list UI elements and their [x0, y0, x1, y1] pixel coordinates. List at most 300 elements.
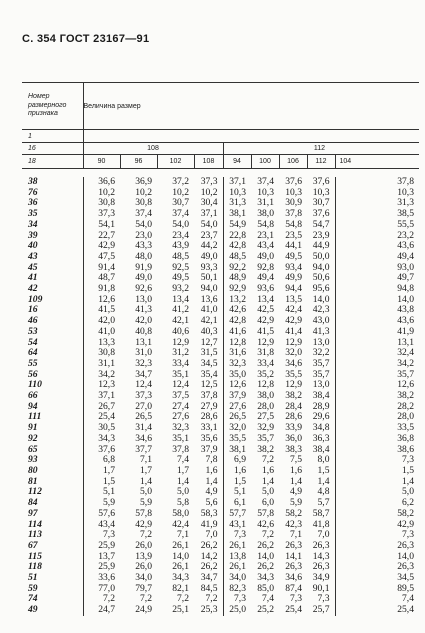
- table-cell: 38,2: [257, 443, 274, 455]
- table-cell: 1,5: [317, 464, 330, 476]
- table-cell: 34,6: [285, 357, 302, 369]
- table-row: [22, 584, 419, 595]
- row-label: 111: [22, 412, 83, 423]
- row-label: 112: [22, 487, 83, 498]
- table-cell: 32,4: [335, 348, 419, 359]
- table-cell: 95,6: [312, 283, 330, 295]
- table-cell: 32,3: [223, 359, 251, 370]
- column-header: 96: [120, 155, 157, 169]
- table-cell: 1,4: [177, 475, 189, 487]
- table-cell: 58,7: [312, 507, 330, 519]
- row-label: 97: [22, 509, 83, 520]
- table-cell: 7,4: [177, 454, 189, 466]
- table-cell: 26,3: [285, 539, 302, 551]
- table-cell: 5,9: [140, 497, 152, 509]
- table-cell: 57,8: [257, 507, 274, 519]
- table-cell: 26,1: [172, 539, 189, 551]
- table-cell: 35,7: [312, 368, 330, 380]
- table-cell: 31,1: [257, 197, 274, 209]
- table-cell: 38,6: [335, 445, 419, 456]
- table-cell: 54,8: [285, 218, 302, 230]
- table-cell: 40,6: [172, 325, 189, 337]
- table-cell: 85,0: [257, 582, 274, 594]
- table-cell: 37,6: [98, 443, 115, 455]
- table-cell: 31,5: [200, 347, 218, 359]
- table-cell: 1,4: [140, 475, 152, 487]
- table-cell: 94,8: [335, 284, 419, 295]
- table-cell: 37,6: [312, 208, 330, 220]
- table-cell: 38,1: [223, 445, 251, 456]
- table-cell: 23,9: [312, 229, 330, 241]
- table-cell: 82,1: [172, 582, 189, 594]
- table-cell: 34,8: [312, 422, 330, 434]
- table-cell: 5,8: [177, 497, 189, 509]
- row-label: 53: [22, 327, 83, 338]
- table-row: [22, 520, 419, 531]
- table-cell: 87,4: [285, 582, 302, 594]
- table-cell: 54,0: [172, 218, 189, 230]
- table-cell: 23,4: [172, 229, 189, 241]
- row-label: 45: [22, 263, 83, 274]
- table-row: [22, 348, 419, 359]
- table-cell: 13,6: [200, 293, 218, 305]
- table-cell: 1,4: [205, 475, 218, 487]
- table-cell: 5,6: [205, 497, 218, 509]
- table-cell: 37,8: [285, 208, 302, 220]
- table-cell: 50,0: [312, 250, 330, 262]
- table-cell: 50,1: [200, 272, 218, 284]
- table-cell: 36,6: [98, 176, 115, 187]
- table-cell: 82,3: [223, 584, 251, 595]
- table-cell: 35,7: [312, 357, 330, 369]
- row-label: 59: [22, 584, 83, 595]
- table-cell: 55,5: [335, 220, 419, 231]
- table-cell: 92,2: [223, 263, 251, 274]
- table-cell: 43,9: [172, 240, 189, 252]
- row-label: 55: [22, 359, 83, 370]
- table-cell: 28,0: [257, 400, 274, 412]
- table-cell: 49,9: [285, 272, 302, 284]
- table-cell: 12,6: [98, 293, 115, 305]
- table-cell: 34,9: [312, 572, 330, 584]
- table-cell: 48,0: [135, 250, 152, 262]
- table-cell: 6,1: [223, 498, 251, 509]
- table-cell: 25,4: [98, 411, 115, 423]
- table-cell: 33,9: [285, 422, 302, 434]
- table-cell: 14,3: [312, 550, 330, 562]
- table-cell: 13,0: [312, 379, 330, 391]
- table-cell: 27,9: [200, 400, 218, 412]
- table-cell: 1,6: [205, 464, 218, 476]
- table-cell: 7,1: [177, 529, 189, 541]
- table-cell: 5,1: [103, 486, 115, 498]
- table-cell: 93,2: [172, 283, 189, 295]
- table-cell: 92,6: [135, 283, 152, 295]
- column-header: 94: [223, 155, 251, 169]
- table-cell: 30,8: [98, 197, 115, 209]
- table-cell: 34,5: [335, 573, 419, 584]
- table-cell: 7,3: [335, 455, 419, 466]
- table-cell: 28,6: [200, 411, 218, 423]
- table-cell: 13,2: [223, 295, 251, 306]
- row-label: 43: [22, 252, 83, 263]
- table-cell: 33,1: [200, 422, 218, 434]
- row-label: 16: [22, 305, 83, 316]
- table-cell: 26,1: [223, 541, 251, 552]
- table-cell: 26,5: [223, 412, 251, 423]
- table-cell: 37,4: [135, 208, 152, 220]
- row-label: 41: [22, 273, 83, 284]
- table-cell: 43,4: [257, 240, 274, 252]
- row-label: 56: [22, 370, 83, 381]
- table-row: [22, 573, 419, 584]
- table-cell: 4,9: [205, 486, 218, 498]
- table-cell: 44,9: [312, 240, 330, 252]
- table-cell: 7,8: [205, 454, 218, 466]
- table-cell: 44,1: [285, 240, 302, 252]
- table-cell: 35,1: [172, 432, 189, 444]
- row-label: 76: [22, 188, 83, 199]
- table-cell: 35,6: [200, 432, 218, 444]
- table-cell: 7,3: [335, 530, 419, 541]
- table-cell: 37,1: [200, 208, 218, 220]
- table-cell: 14,2: [200, 550, 218, 562]
- table-cell: 26,3: [312, 561, 330, 573]
- table-cell: 49,0: [135, 272, 152, 284]
- table-cell: 13,4: [257, 293, 274, 305]
- table-cell: 28,4: [285, 400, 302, 412]
- table-cell: 43,4: [98, 518, 115, 530]
- table-cell: 37,4: [172, 208, 189, 220]
- table-cell: 92,8: [257, 261, 274, 273]
- table-row: [22, 552, 419, 563]
- table-cell: 12,9: [257, 336, 274, 348]
- row-label: 39: [22, 231, 83, 242]
- row-label-1: 1: [22, 130, 83, 143]
- table-cell: 12,8: [223, 338, 251, 349]
- column-header: 90: [83, 155, 120, 169]
- table-cell: 37,6: [285, 176, 302, 187]
- table-row: [22, 188, 419, 199]
- row-label: 66: [22, 391, 83, 402]
- table-cell: 5,9: [103, 497, 115, 509]
- table-cell: 38,5: [335, 209, 419, 220]
- row-label: 94: [22, 402, 83, 413]
- table-cell: 6,8: [103, 454, 115, 466]
- table-cell: 14,0: [335, 552, 419, 563]
- table-cell: 36,0: [285, 432, 302, 444]
- group-header-112: 112: [223, 143, 335, 155]
- table-cell: 34,3: [172, 572, 189, 584]
- table-cell: 25,9: [98, 561, 115, 573]
- table-cell: 48,7: [98, 272, 115, 284]
- table-row: [22, 177, 419, 188]
- table-cell: 41,3: [312, 325, 330, 337]
- table-cell: 36,8: [335, 434, 419, 445]
- table-cell: 26,1: [172, 561, 189, 573]
- table-cell: 12,9: [285, 379, 302, 391]
- table-cell: 27,4: [172, 400, 189, 412]
- table-cell: 41,4: [285, 325, 302, 337]
- table-row: [22, 594, 419, 605]
- table-row: [22, 252, 419, 263]
- row-label: 109: [22, 295, 83, 306]
- table-cell: 33,4: [257, 357, 274, 369]
- table-cell: 91,9: [135, 261, 152, 273]
- table-cell: 58,3: [200, 507, 218, 519]
- row-label: 42: [22, 284, 83, 295]
- table-cell: 41,0: [200, 304, 218, 316]
- table-cell: 10,2: [200, 186, 218, 198]
- table-cell: 6,9: [223, 455, 251, 466]
- table-row: [22, 498, 419, 509]
- table-cell: 41,3: [135, 304, 152, 316]
- row-label: 65: [22, 445, 83, 456]
- row-label: 34: [22, 220, 83, 231]
- row-label: 92: [22, 434, 83, 445]
- row-label: 118: [22, 562, 83, 573]
- table-cell: 12,7: [200, 336, 218, 348]
- table-row: [22, 466, 419, 477]
- table-cell: 7,2: [140, 529, 152, 541]
- table-cell: 30,9: [285, 197, 302, 209]
- table-cell: 12,5: [200, 379, 218, 391]
- table-cell: 7,2: [262, 454, 274, 466]
- table-cell: 37,2: [172, 176, 189, 187]
- table-row: [22, 434, 419, 445]
- table-cell: 35,7: [335, 370, 419, 381]
- table-cell: 49,4: [257, 272, 274, 284]
- table-cell: 49,0: [257, 250, 274, 262]
- table-cell: 34,6: [135, 432, 152, 444]
- table-cell: 7,2: [205, 593, 218, 605]
- table-cell: 54,9: [223, 220, 251, 231]
- table-cell: 13,1: [335, 338, 419, 349]
- table-cell: 13,5: [285, 293, 302, 305]
- table-cell: 89,5: [335, 584, 419, 595]
- table-cell: 1,4: [317, 475, 330, 487]
- table-row: [22, 305, 419, 316]
- table-cell: 92,5: [172, 261, 189, 273]
- table-cell: 4,8: [317, 486, 330, 498]
- table-cell: 1,5: [103, 475, 115, 487]
- table-cell: 30,7: [172, 197, 189, 209]
- table-cell: 6,0: [262, 497, 274, 509]
- table-cell: 84,5: [200, 582, 218, 594]
- table-cell: 42,0: [135, 315, 152, 327]
- table-cell: 1,4: [335, 477, 419, 488]
- table-cell: 34,0: [135, 572, 152, 584]
- table-cell: 28,2: [335, 402, 419, 413]
- row-label: 36: [22, 198, 83, 209]
- table-cell: 33,5: [335, 423, 419, 434]
- table-cell: 31,6: [223, 348, 251, 359]
- table-cell: 7,3: [290, 593, 302, 605]
- table-cell: 37,1: [98, 390, 115, 402]
- table-cell: 22,8: [223, 231, 251, 242]
- table-cell: 7,5: [290, 454, 302, 466]
- table-cell: 42,8: [223, 316, 251, 327]
- table-cell: 13,1: [135, 336, 152, 348]
- table-cell: 54,8: [257, 218, 274, 230]
- table-cell: 41,5: [98, 304, 115, 316]
- table-cell: 43,6: [335, 316, 419, 327]
- table-cell: 42,3: [312, 304, 330, 316]
- table-cell: 6,2: [335, 498, 419, 509]
- table-cell: 7,2: [140, 593, 152, 605]
- table-cell: 1,7: [103, 464, 115, 476]
- row-label: 49: [22, 605, 83, 616]
- table-cell: 1,6: [223, 466, 251, 477]
- table-cell: 1,5: [223, 477, 251, 488]
- table-cell: 42,6: [223, 305, 251, 316]
- table-cell: 37,1: [223, 177, 251, 188]
- table-cell: 42,1: [172, 315, 189, 327]
- table-cell: 38,2: [285, 390, 302, 402]
- table-cell: 1,4: [290, 475, 302, 487]
- table-cell: 25,3: [200, 604, 218, 616]
- table-cell: 5,9: [290, 497, 302, 509]
- column-header: 100: [251, 155, 279, 169]
- table-cell: 35,5: [285, 368, 302, 380]
- row-label: 51: [22, 573, 83, 584]
- table-cell: 38,4: [312, 443, 330, 455]
- table-cell: 1,4: [262, 475, 274, 487]
- table-row: [22, 380, 419, 391]
- table-cell: 14,0: [312, 293, 330, 305]
- table-cell: 7,2: [103, 593, 115, 605]
- row-label: 35: [22, 209, 83, 220]
- table-cell: 26,3: [335, 562, 419, 573]
- column-header: 112: [307, 155, 335, 169]
- table-header: [22, 82, 419, 169]
- table-cell: 12,9: [285, 336, 302, 348]
- table-cell: 13,0: [312, 336, 330, 348]
- table-cell: 48,9: [223, 273, 251, 284]
- table-cell: 49,4: [335, 252, 419, 263]
- table-cell: 7,3: [223, 594, 251, 605]
- table-cell: 42,9: [335, 520, 419, 531]
- table-cell: 34,7: [135, 368, 152, 380]
- table-cell: 42,9: [285, 315, 302, 327]
- table-cell: 93,0: [335, 263, 419, 274]
- table-cell: 5,0: [335, 487, 419, 498]
- table-cell: 93,6: [257, 283, 274, 295]
- table-cell: 23,2: [335, 231, 419, 242]
- row-label: 40: [22, 241, 83, 252]
- table-cell: 42,4: [172, 518, 189, 530]
- table-row: [22, 487, 419, 498]
- table-cell: 34,5: [200, 357, 218, 369]
- table-cell: 14,1: [285, 550, 302, 562]
- table-cell: 13,4: [172, 293, 189, 305]
- table-cell: 4,9: [290, 486, 302, 498]
- column-header: 104: [335, 155, 419, 169]
- table-cell: 23,7: [200, 229, 218, 241]
- table-cell: 30,8: [135, 197, 152, 209]
- table-cell: 25,9: [98, 539, 115, 551]
- table-cell: 93,3: [200, 261, 218, 273]
- table-cell: 24,9: [135, 604, 152, 616]
- table-cell: 35,1: [172, 368, 189, 380]
- table-cell: 26,3: [312, 539, 330, 551]
- table-cell: 24,7: [98, 604, 115, 616]
- table-cell: 32,3: [135, 357, 152, 369]
- table-row: [22, 445, 419, 456]
- table-cell: 28,9: [312, 400, 330, 412]
- table-cell: 31,8: [257, 347, 274, 359]
- table-cell: 40,8: [135, 325, 152, 337]
- table-cell: 42,5: [257, 304, 274, 316]
- table-row: [22, 273, 419, 284]
- table-cell: 54,0: [200, 218, 218, 230]
- table-cell: 77,0: [98, 582, 115, 594]
- table-cell: 12,3: [98, 379, 115, 391]
- table-cell: 31,1: [98, 357, 115, 369]
- page-header: С. 354 ГОСТ 23167—91: [22, 33, 150, 45]
- table-cell: 36,9: [135, 176, 152, 187]
- table-cell: 91,4: [98, 261, 115, 273]
- table-cell: 12,4: [135, 379, 152, 391]
- table-row: [22, 198, 419, 209]
- row-label: 114: [22, 520, 83, 531]
- table-cell: 38,1: [223, 209, 251, 220]
- table-cell: 30,8: [98, 347, 115, 359]
- table-cell: 23,1: [257, 229, 274, 241]
- column-title-number: Номер размерного признака: [22, 83, 83, 130]
- table-cell: 30,4: [200, 197, 218, 209]
- table-cell: 41,6: [223, 327, 251, 338]
- table-row: [22, 391, 419, 402]
- table-cell: 41,9: [200, 518, 218, 530]
- table-cell: 37,4: [257, 176, 274, 187]
- table-cell: 7,2: [262, 529, 274, 541]
- table-cell: 14,0: [257, 550, 274, 562]
- table-cell: 26,3: [285, 561, 302, 573]
- table-cell: 31,3: [223, 198, 251, 209]
- table-cell: 58,2: [285, 507, 302, 519]
- table-cell: 42,3: [285, 518, 302, 530]
- table-cell: 32,0: [223, 423, 251, 434]
- row-label: 93: [22, 455, 83, 466]
- table-cell: 10,2: [172, 186, 189, 198]
- table-cell: 36,3: [312, 432, 330, 444]
- table-cell: 14,0: [172, 550, 189, 562]
- table-cell: 10,3: [335, 188, 419, 199]
- table-cell: 5,7: [317, 497, 330, 509]
- table-cell: 13,9: [135, 550, 152, 562]
- table-cell: 93,4: [285, 261, 302, 273]
- table-cell: 26,0: [135, 539, 152, 551]
- column-header: 102: [157, 155, 194, 169]
- table-row: [22, 209, 419, 220]
- table-cell: 1,7: [177, 464, 189, 476]
- table-cell: 7,4: [335, 594, 419, 605]
- table-cell: 27,6: [223, 402, 251, 413]
- table-cell: 49,0: [200, 250, 218, 262]
- table-cell: 90,1: [312, 582, 330, 594]
- row-label: 81: [22, 477, 83, 488]
- table-cell: 25,2: [257, 604, 274, 616]
- table-cell: 94,0: [200, 283, 218, 295]
- table-cell: 1,6: [290, 464, 302, 476]
- table-cell: 12,4: [172, 379, 189, 391]
- table-cell: 32,9: [257, 422, 274, 434]
- table-cell: 7,0: [205, 529, 218, 541]
- table-cell: 1,6: [262, 464, 274, 476]
- table-cell: 26,5: [135, 411, 152, 423]
- table-cell: 91,8: [98, 283, 115, 295]
